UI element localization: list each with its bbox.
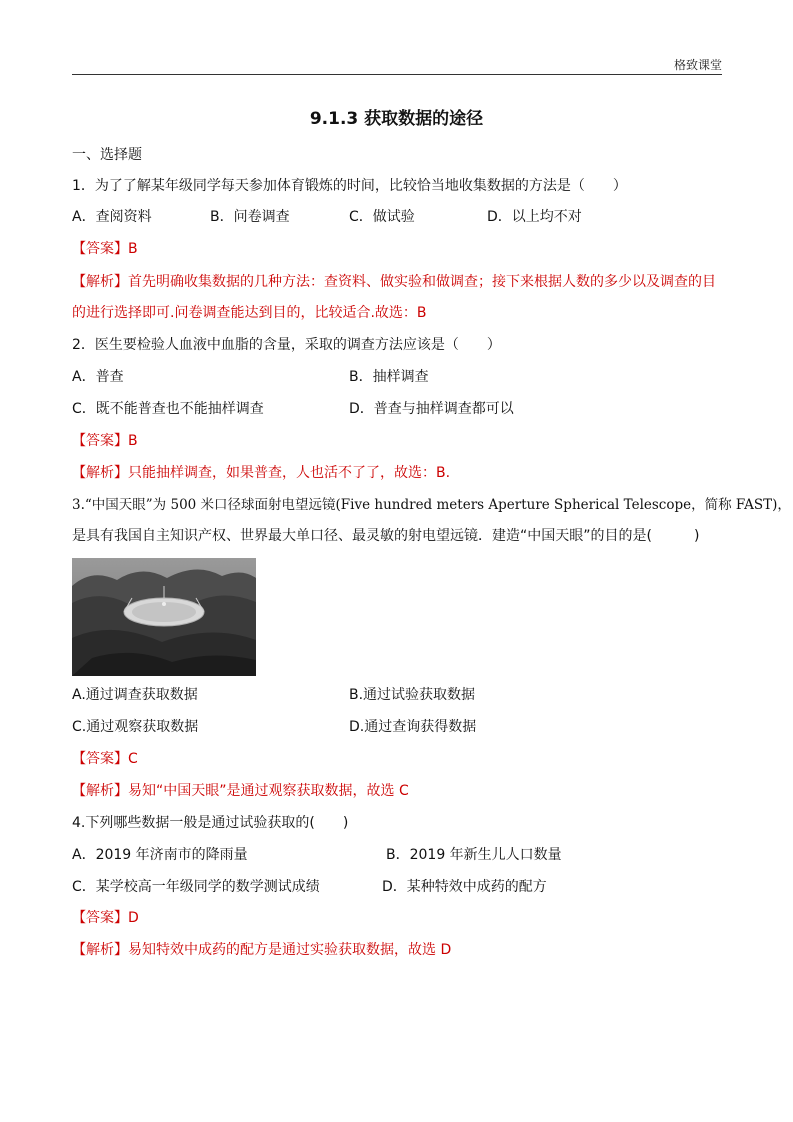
- q3-option-a: A.通过调查获取数据: [72, 687, 198, 703]
- q3-analysis: 【解析】易知“中国天眼”是通过观察获取数据，故选 C: [72, 783, 409, 799]
- header-brand: 格致课堂: [673, 58, 722, 72]
- q2-option-b: B．抽样调查: [349, 369, 429, 385]
- q4-stem: 4.下列哪些数据一般是通过试验获取的( ): [72, 815, 349, 831]
- q1-stem: 1．为了了解某年级同学每天参加体育锻炼的时间，比较恰当地收集数据的方法是（ ）: [72, 178, 627, 194]
- q2-analysis: 【解析】只能抽样调查，如果普查，人也活不了了，故选：B.: [72, 465, 451, 481]
- section-heading: 一、选择题: [72, 147, 142, 163]
- q3-answer: 【答案】C: [72, 751, 138, 767]
- q4-option-c: C．某学校高一年级同学的数学测试成绩: [72, 879, 320, 895]
- q1-option-a: A．查阅资料: [72, 209, 152, 225]
- q2-option-d: D．普查与抽样调查都可以: [349, 401, 514, 417]
- page-title: 9.1.3 获取数据的途径: [309, 109, 484, 129]
- q1-option-d: D．以上均不对: [487, 209, 582, 225]
- q3-option-c: C.通过观察获取数据: [72, 719, 199, 735]
- q1-option-b: B．问卷调查: [210, 209, 290, 225]
- q2-option-c: C．既不能普查也不能抽样调查: [72, 401, 264, 417]
- q2-stem: 2．医生要检验人血液中血脂的含量，采取的调查方法应该是（ ）: [72, 337, 501, 353]
- q4-option-a: A．2019 年济南市的降雨量: [72, 847, 248, 863]
- q1-answer: 【答案】B: [72, 241, 138, 257]
- q4-option-d: D．某种特效中成药的配方: [382, 879, 547, 895]
- q3-stem-line2: 是具有我国自主知识产权、世界最大单口径、最灵敏的射电望远镜．建造“中国天眼”的目的是( ): [72, 528, 700, 544]
- q2-answer: 【答案】B: [72, 433, 138, 449]
- q3-option-b: B.通过试验获取数据: [349, 687, 476, 703]
- q4-option-b: B．2019 年新生儿人口数量: [386, 847, 562, 863]
- q4-analysis: 【解析】易知特效中成药的配方是通过实验获取数据，故选 D: [72, 942, 452, 958]
- q2-option-a: A．普查: [72, 369, 124, 385]
- q1-analysis-line2: 的进行选择即可.问卷调查能达到目的，比较适合.故选：B: [72, 305, 427, 321]
- q1-option-c: C．做试验: [349, 209, 415, 225]
- q3-stem-line1: 3.“中国天眼”为 500 米口径球面射电望远镜(Five hundred meters Aperture Spherical Telescope，简称 FAST)，: [72, 497, 791, 513]
- fast-telescope-photo: [72, 558, 256, 676]
- q3-option-d: D.通过查询获得数据: [349, 719, 477, 735]
- q1-analysis-line1: 【解析】首先明确收集数据的几种方法：查资料、做实验和做调查；接下来根据人数的多少以及调查的目: [72, 274, 716, 290]
- q4-answer: 【答案】D: [72, 910, 139, 926]
- page-header: [72, 56, 722, 75]
